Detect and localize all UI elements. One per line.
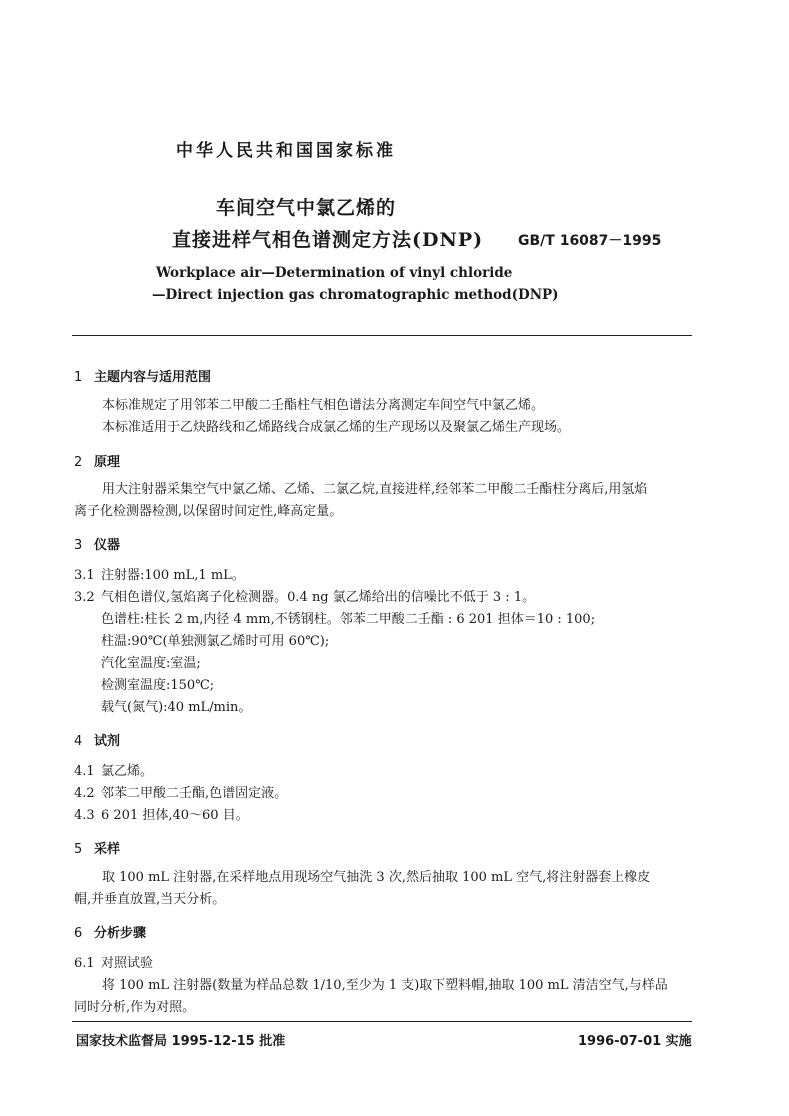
item-4-2 [74,782,287,801]
section-title: 原理 [94,455,121,470]
section-1-heading [74,366,211,385]
instrument-detail-column-temp: 柱温:90℃(单独测氯乙烯时可用 60℃); [101,634,330,649]
subsection-title: 对照试验 [101,956,154,971]
section-5-line-2: 帽,并垂直放置,当天分析。 [74,892,226,907]
header-divider [72,335,692,336]
national-standard-title: 中华人民共和国国家标准 [176,141,396,161]
section-1-paragraph-1: 本标准规定了用邻苯二甲酸二壬酯柱气相色谱法分离测定车间空气中氯乙烯。 [102,398,545,413]
item-text: 气相色谱仪,氢焰离子化检测器。0.4 ng 氯乙烯给出的信噪比不低于 3 : 1。 [101,590,536,605]
section-title: 试剂 [94,734,121,749]
section-6-line-2: 同时分析,作为对照。 [74,1000,196,1015]
section-title: 主题内容与适用范围 [94,370,212,385]
item-text: 氯乙烯。 [101,764,154,779]
subsection-number: 6.1 [74,956,95,971]
footer-divider [72,1021,692,1022]
item-number: 4.1 [74,764,95,779]
section-number: 3 [74,538,83,553]
item-4-3 [74,804,249,823]
section-5-line-1: 取 100 mL 注射器,在采样地点用现场空气抽洗 3 次,然后抽取 100 mL 空气,将注射器套上橡皮 [102,870,651,885]
section-number: 6 [74,926,83,941]
section-2-heading [74,451,120,470]
item-number: 3.2 [74,590,95,605]
effective-date: 1996-07-01 实施 [578,1034,692,1049]
section-6-line-1: 将 100 mL 注射器(数量为样品总数 1/10,至少为 1 支)取下塑料帽,抽取 100 mL 清洁空气,与样品 [102,978,668,993]
section-number: 2 [74,455,83,470]
document-title-line2: 直接进样气相色谱测定方法(DNP) [172,229,484,251]
section-number: 1 [74,370,83,385]
section-2-line-1: 用大注射器采集空气中氯乙烯、乙烯、二氯乙烷,直接进样,经邻苯二甲酸二壬酯柱分离后,用氢焰 [102,482,648,497]
english-title-line1: Workplace air—Determination of vinyl chloride [156,265,513,281]
instrument-detail-vaporizer-temp: 汽化室温度:室温; [101,656,201,671]
approval-date: 国家技术监督局 1995-12-15 批准 [76,1034,286,1049]
item-text: 注射器:100 mL,1 mL。 [101,568,245,583]
section-4-heading [74,730,120,749]
section-title: 采样 [94,842,121,857]
item-text: 6 201 担体,40～60 目。 [101,808,249,823]
section-title: 仪器 [94,538,121,553]
item-3-1 [74,564,245,583]
section-3-heading [74,534,120,553]
item-text: 邻苯二甲酸二壬酯,色谱固定液。 [101,786,288,801]
item-number: 3.1 [74,568,95,583]
section-title: 分析步骤 [94,926,147,941]
english-title-line2: —Direct injection gas chromatographic method(DNP) [152,287,559,303]
item-number: 4.2 [74,786,95,801]
section-number: 5 [74,842,83,857]
section-2-line-2: 离子化检测器检测,以保留时间定性,峰高定量。 [74,504,343,519]
document-title-line1: 车间空气中氯乙烯的 [216,197,397,219]
item-3-2 [74,586,535,605]
section-number: 4 [74,734,83,749]
instrument-detail-detector-temp: 检测室温度:150℃; [101,678,215,693]
subsection-6-1 [74,952,153,971]
instrument-detail-column: 色谱柱:柱长 2 m,内径 4 mm,不锈钢柱。邻苯二甲酸二壬酯 : 6 201 担体＝10 : 100; [101,612,596,627]
instrument-detail-carrier-gas: 载气(氮气):40 mL/min。 [101,700,252,715]
section-5-heading [74,838,120,857]
item-4-1 [74,760,153,779]
standard-code: GB/T 16087－1995 [518,233,662,249]
section-6-heading [74,922,146,941]
section-1-paragraph-2: 本标准适用于乙炔路线和乙烯路线合成氯乙烯的生产现场以及聚氯乙烯生产现场。 [102,420,571,435]
item-number: 4.3 [74,808,95,823]
